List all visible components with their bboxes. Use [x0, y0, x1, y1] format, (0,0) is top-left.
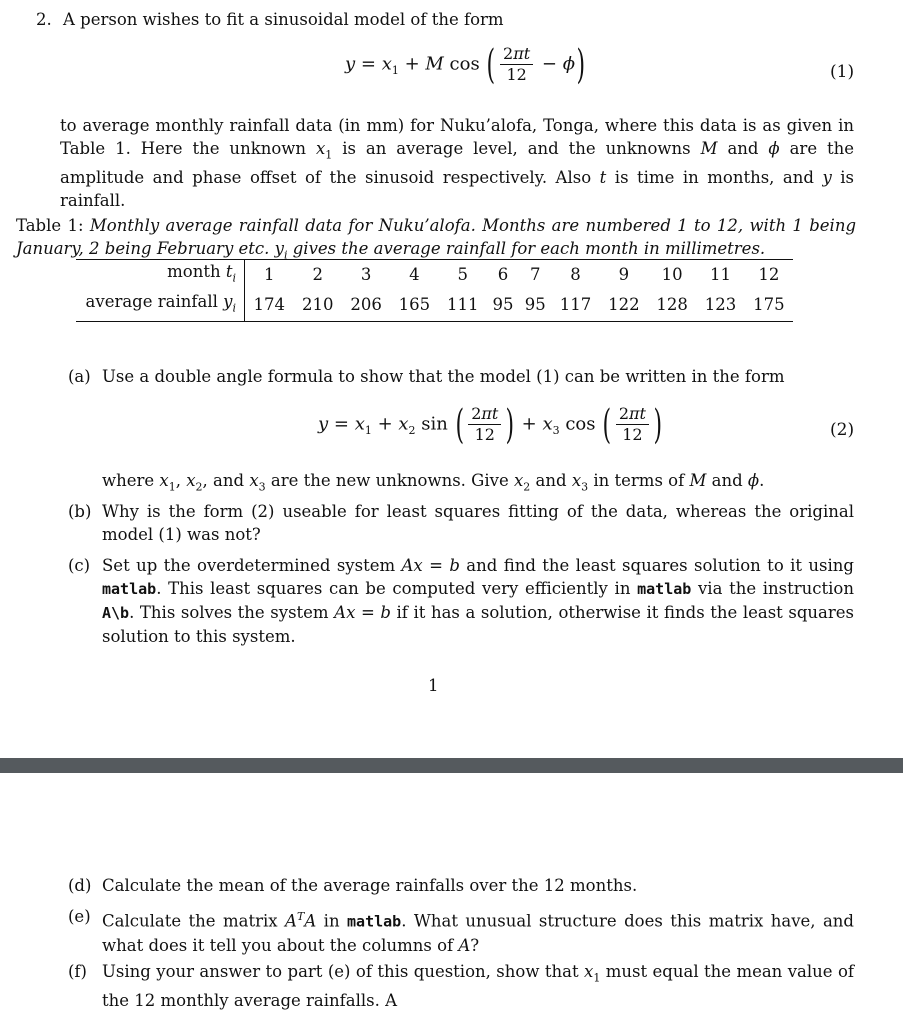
table-row-rainfall: average rainfall $y_i$ 174 210 206 165 111 95 95 117 122 128 123 175 [76, 290, 793, 321]
rainfall-cell: 95 [487, 290, 519, 321]
table-caption: Table 1: Monthly average rainfall data for Nuku’alofa. Months are numbered 1 to 12, with 1 being January, 2 being February etc. $y_i$ gives the average rainfall for each month in millimetres. [16, 216, 857, 262]
part-b [68, 500, 854, 546]
page-number: 1 [428, 676, 439, 695]
month-cell: 1 [245, 260, 294, 291]
month-cell: 5 [439, 260, 487, 291]
rainfall-cell: 210 [294, 290, 342, 321]
part-c-text: Set up the overdetermined system Ax = b and find the least squares solution to it using matlab. This least squares can be computed very efficiently in matlab via the instruction A\b. This solves the system Ax = b if it has a solution, otherwise it finds the least squares solution to this system. [102, 556, 854, 646]
matlab-keyword: matlab [102, 580, 157, 598]
month-cell: 3 [342, 260, 390, 291]
table-row-months: month $t_i$ 1 2 3 4 5 6 7 8 9 10 11 12 [76, 260, 793, 291]
matlab-keyword: matlab [347, 912, 402, 931]
rainfall-cell: 95 [519, 290, 551, 321]
month-cell: 12 [745, 260, 793, 291]
part-c-label: (c) [68, 556, 91, 575]
problem-intro [36, 8, 866, 31]
rainfall-cell: 122 [600, 290, 648, 321]
part-a-text: Use a double angle formula to show that the model (1) can be written in the form [102, 367, 785, 386]
month-cell: 10 [648, 260, 696, 291]
intro-text: A person wishes to fit a sinusoidal model of the form [63, 10, 504, 29]
rainfall-cell: 175 [745, 290, 793, 321]
part-d-label: (d) [68, 876, 92, 895]
equation-1: $y = x_1 + M$ cos ( $\frac{2\pi t}{12}$ − ϕ) [345, 41, 586, 88]
part-a-followup: where $x_1$, $x_2$, and $x_3$ are the new unknowns. Give $x_2$ and $x_3$ in terms of M and ϕ. [102, 471, 765, 494]
part-b-label: (b) [68, 502, 92, 521]
part-d-text: Calculate the mean of the average rainfalls over the 12 months. [102, 876, 638, 895]
month-cell: 4 [390, 260, 438, 291]
part-f-text: Using your answer to part (e) of this question, show that $x_1$ must equal the mean value of the 12 monthly average rainfalls. A [102, 962, 855, 1011]
rainfall-cell: 117 [551, 290, 599, 321]
part-e [68, 905, 854, 957]
month-cell: 6 [487, 260, 519, 291]
part-a-label: (a) [68, 367, 91, 386]
month-cell: 2 [294, 260, 342, 291]
part-e-text: Calculate the matrix $A^TA$ in matlab. What unusual structure does this matrix have, and what does it tell you about the columns of A? [102, 910, 854, 955]
rainfall-cell: 174 [245, 290, 294, 321]
matlab-keyword: matlab [637, 580, 692, 598]
problem-number: 2. [36, 10, 52, 29]
rainfall-cell: 123 [696, 290, 744, 321]
month-cell: 8 [551, 260, 599, 291]
rainfall-table [76, 259, 793, 322]
page-divider [0, 758, 903, 773]
part-f-label: (f) [68, 962, 87, 981]
rainfall-cell: 128 [648, 290, 696, 321]
part-a [68, 365, 854, 388]
part-d [68, 874, 854, 897]
part-b-text: Why is the form (2) useable for least squares fitting of the data, whereas the original model (1) was not? [102, 502, 854, 544]
part-e-label: (e) [68, 907, 91, 926]
rainfall-cell: 206 [342, 290, 390, 321]
month-cell: 7 [519, 260, 551, 291]
rainfall-cell: 165 [390, 290, 438, 321]
equation-2: $y = x_1 + x_2$ sin ( $\frac{2\pi t}{12}$ ) + $x_3$ cos ( $\frac{2\pi t}{12}$ ) [318, 401, 663, 448]
rainfall-cell: 111 [439, 290, 487, 321]
part-f [68, 960, 854, 1012]
equation-1-number: (1) [830, 62, 855, 82]
month-cell: 11 [696, 260, 744, 291]
backslash-command: A\b [102, 604, 130, 622]
part-c [68, 554, 854, 648]
problem-paragraph: to average monthly rainfall data (in mm) for Nuku’alofa, Tonga, where this data is as given in Table 1. Here the unknown $x_1$ is an average level, and the unknowns M and ϕ are the amplitude and phase offset of the sinusoid respectively. Also t is time in months, and y is rainfall. [60, 116, 855, 211]
month-cell: 9 [600, 260, 648, 291]
equation-2-number: (2) [830, 420, 855, 440]
table-caption-label: Table 1: [16, 216, 84, 235]
